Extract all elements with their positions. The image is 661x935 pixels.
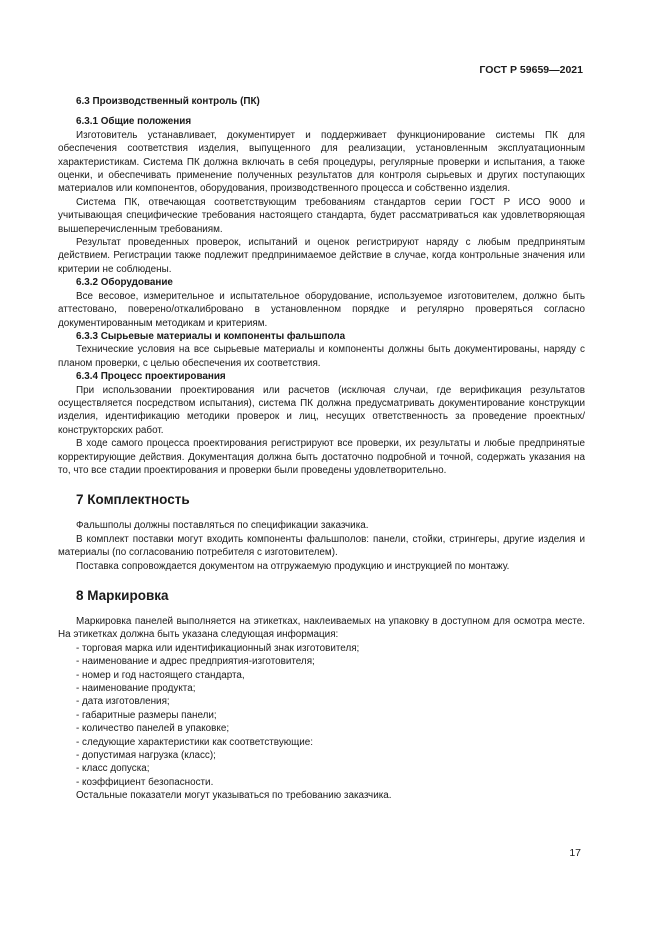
list-item: - следующие характеристики как соответствующие:	[76, 736, 314, 748]
list-item: - торговая марка или идентификационный знак изготовителя;	[76, 642, 360, 654]
list-item: - дата изготовления;	[76, 696, 170, 708]
section-6-3-3-title: 6.3.3 Сырьевые материалы и компоненты фальшпола	[76, 330, 346, 342]
section-6-3-1-title: 6.3.1 Общие положения	[76, 116, 192, 128]
paragraph: При использовании проектирования или расчетов (исключая случаи, где верификация результатов осуществляется посредством испытания), система ПК должна предусматривать документирование конструкции изделия, идентификацию методики проверок и лиц, несущих ответственность за проведение проектных/конструкторских работ.	[58, 384, 585, 436]
section-6-3-title: 6.3 Производственный контроль (ПК)	[76, 96, 260, 107]
marking-list	[58, 642, 585, 789]
list-item: - габаритные размеры панели;	[76, 709, 217, 721]
paragraph: Технические условия на все сырьевые материалы и компоненты должны быть документированы, наряду с планом проверки, с целью обеспечения их соответствия.	[58, 344, 585, 369]
paragraph: Фальшполы должны поставляться по спецификации заказчика.	[76, 520, 369, 532]
page-body	[58, 95, 585, 803]
list-item: - коэффициент безопасности.	[76, 776, 214, 788]
list-item: - наименование и адрес предприятия-изготовителя;	[76, 656, 315, 668]
paragraph: Результат проведенных проверок, испытаний и оценок регистрируют наряду с любым предпринятым действием. Регистрации также подлежит предпринимаемое действие в случае, когда контрольные значения или критерии не соблюдены.	[58, 237, 585, 275]
paragraph: В ходе самого процесса проектирования регистрируют все проверки, их результаты и любые предпринятые корректирующие действия. Документация должна быть достаточно подробной и точной, содержать указания на то, что все стадии проектирования и проверки были проведены удовлетворительно.	[58, 438, 585, 476]
paragraph: Система ПК, отвечающая соответствующим требованиям стандартов серии ГОСТ Р ИСО 9000 и учитывающая специфические требования настоящего стандарта, будет рассматриваться как удовлетворяющая вышеперечисленным требованиям.	[58, 196, 585, 235]
paragraph: В комплект поставки могут входить компоненты фальшполов: панели, стойки, стрингеры, другие изделия и материалы (по согласованию потребителя с изготовителем).	[58, 533, 585, 559]
document-code: ГОСТ Р 59659—2021	[479, 64, 583, 76]
section-6-3-2-title: 6.3.2 Оборудование	[76, 277, 173, 289]
list-item: - количество панелей в упаковке;	[76, 723, 230, 735]
paragraph: Все весовое, измерительное и испытательное оборудование, используемое изготовителем, должно быть аттестовано, поверено/откалибровано в установленном порядке и регулярно проверяться согласно документированным методикам и критериям.	[58, 290, 585, 329]
list-item: - номер и год настоящего стандарта,	[76, 669, 245, 681]
list-item: - допустимая нагрузка (класс);	[76, 750, 216, 762]
section-6-3-4-title: 6.3.4 Процесс проектирования	[76, 371, 226, 383]
section-8-title: 8 Маркировка	[76, 588, 169, 603]
paragraph: Изготовитель устанавливает, документирует и поддерживает функционирование системы ПК для обеспечения соответствия изделия, выпущенного для реализации, установленным эксплуатационным характеристикам. Система ПК должна включать в себя процедуры, регулярные проверки и испытания, а также оценки, и обеспечивать применение полученных результатов для контроля сырьевых и других поступающих материалов или компонентов, оборудования, производственного процесса и собственно изделия.	[58, 129, 585, 195]
paragraph: Остальные показатели могут указываться по требованию заказчика.	[76, 790, 392, 802]
paragraph: Маркировка панелей выполняется на этикетках, наклеиваемых на упаковку в доступном для осмотра месте. На этикетках должна быть указана следующая информация:	[58, 616, 585, 641]
list-item: - класс допуска;	[76, 763, 150, 775]
list-item: - наименование продукта;	[76, 683, 196, 695]
section-7-title: 7 Комплектность	[76, 492, 190, 508]
paragraph: Поставка сопровождается документом на отгружаемую продукцию и инструкцией по монтажу.	[76, 560, 510, 572]
page-number: 17	[569, 847, 581, 859]
